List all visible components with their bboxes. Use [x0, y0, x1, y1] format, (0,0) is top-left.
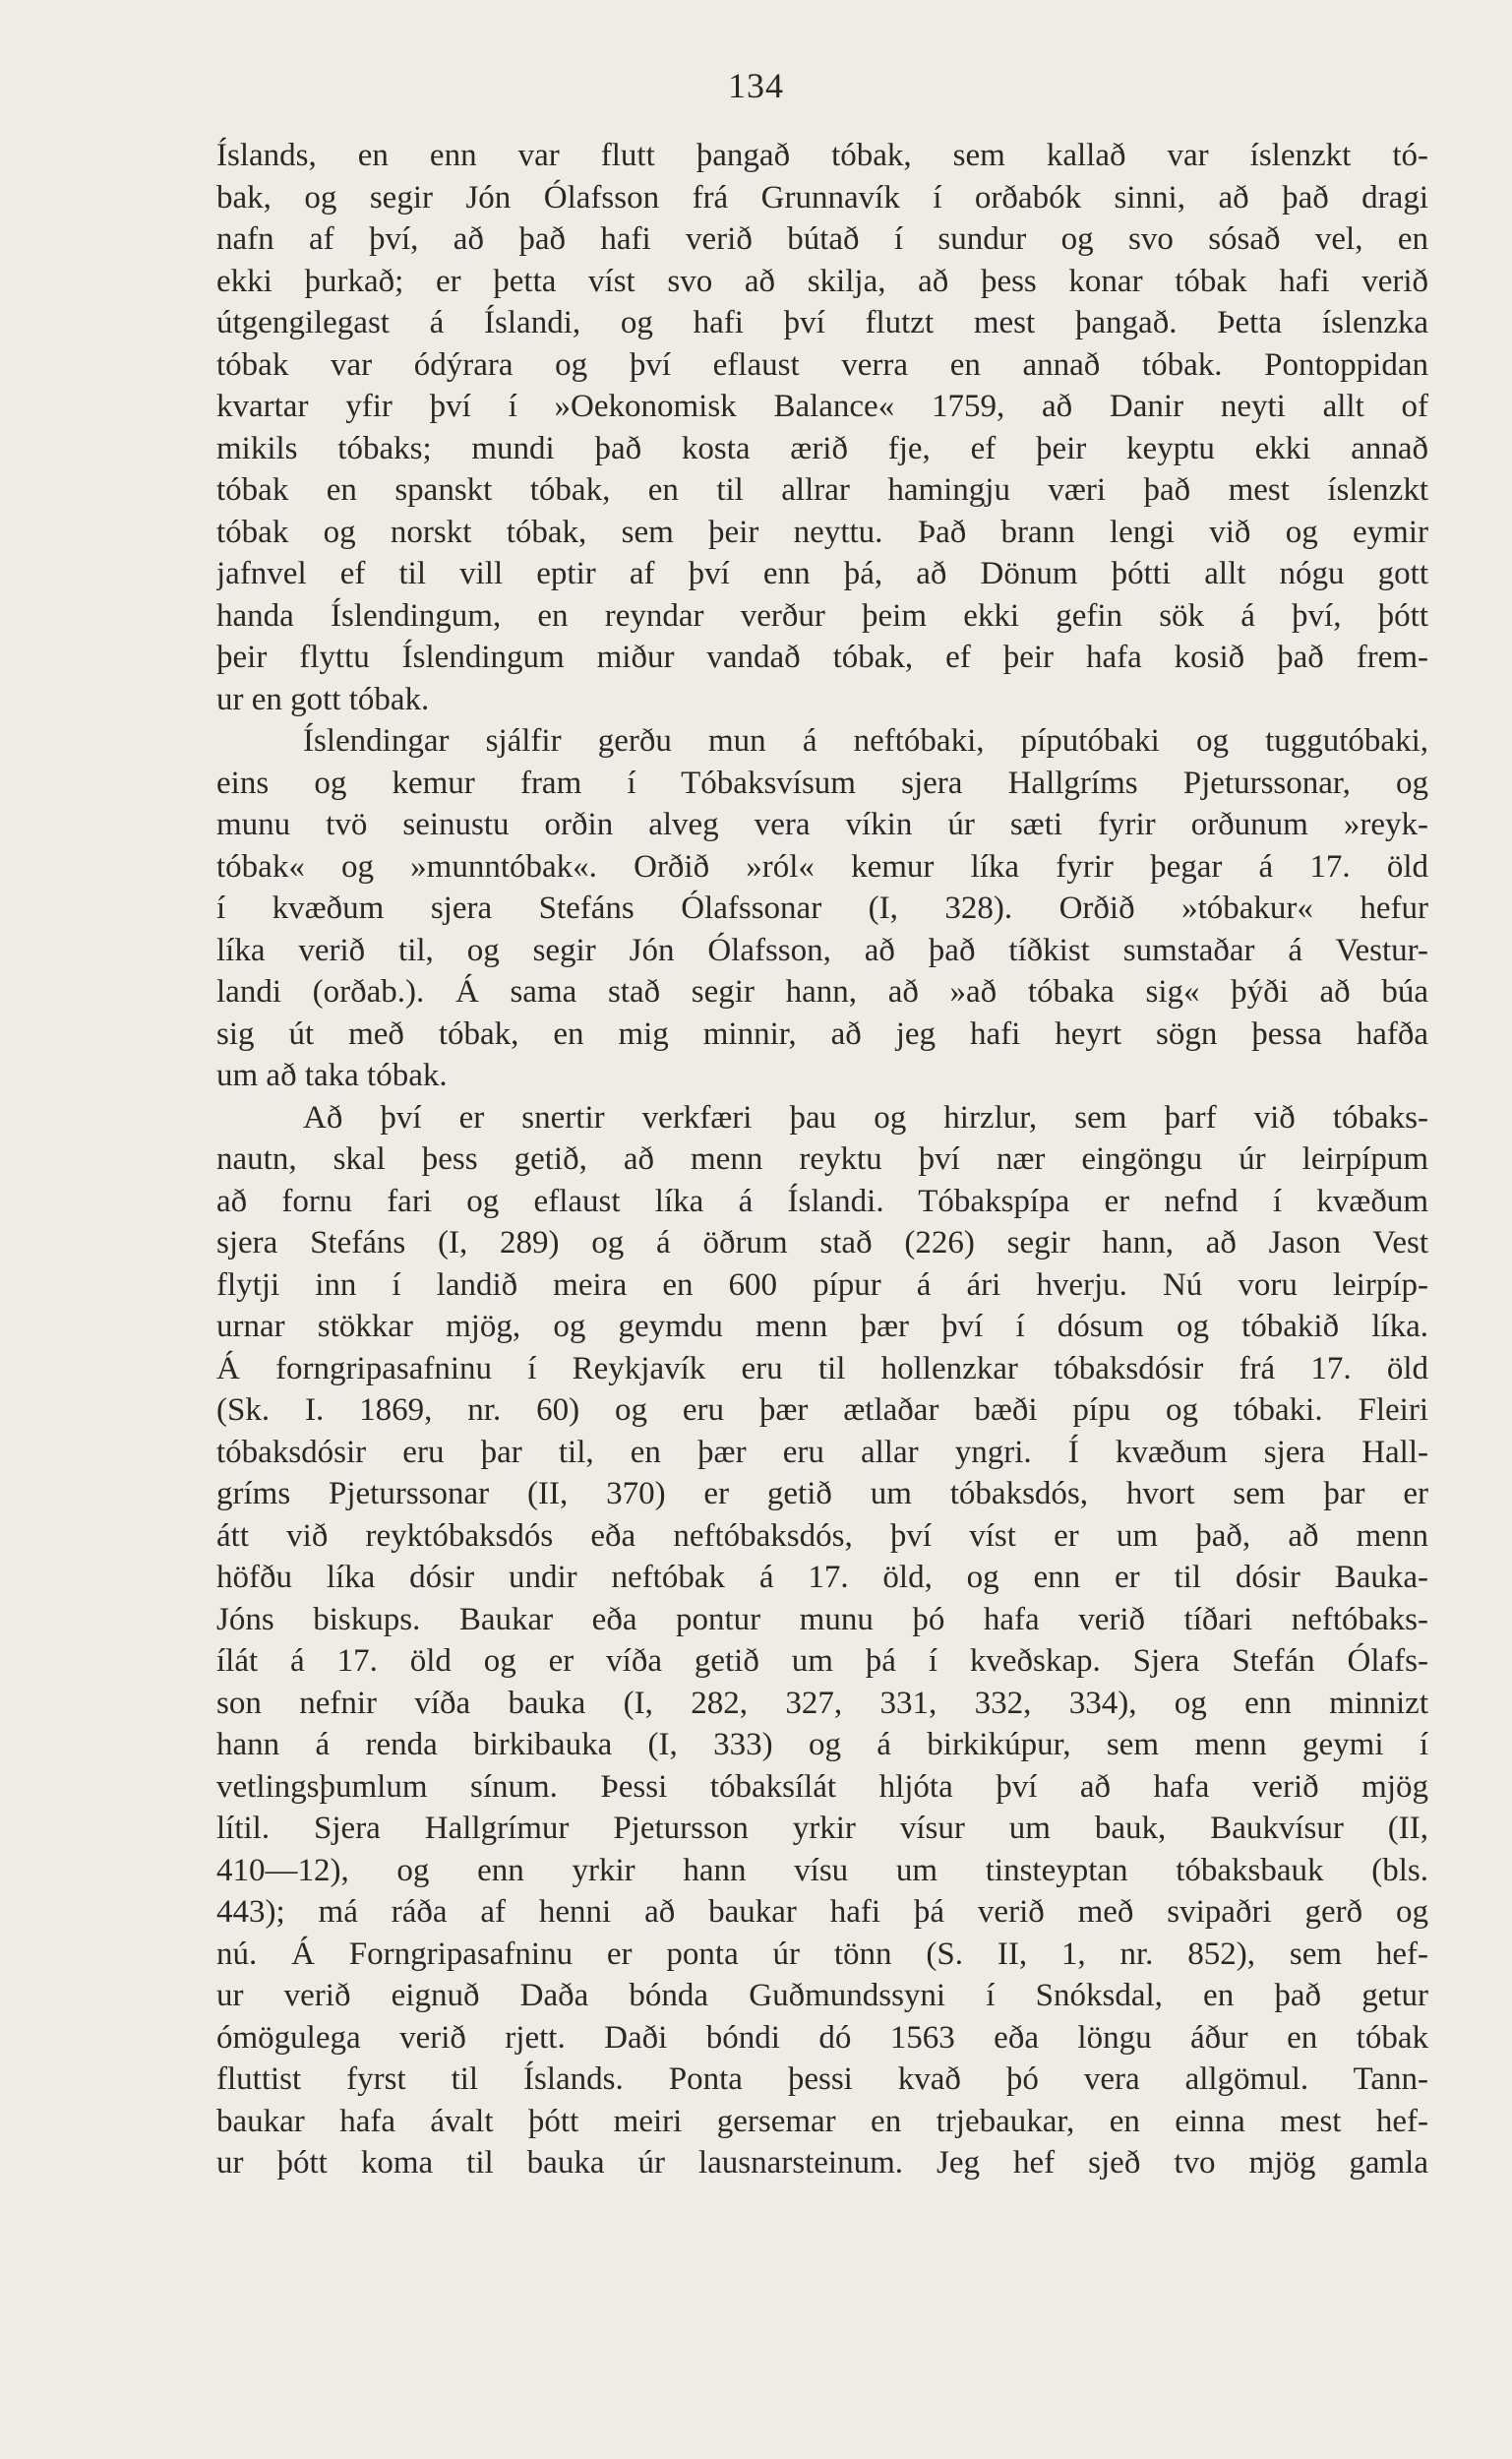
text-line: nafn af því, að það hafi verið bútað í sundur og svo sósað vel, en: [216, 221, 1428, 257]
text-line: nú. Á Forngripasafninu er ponta úr tönn (S. II, 1, nr. 852), sem hef-: [216, 1936, 1428, 1972]
text-line: ílát á 17. öld og er víða getið um þá í kveðskap. Sjera Stefán Ólafs-: [216, 1643, 1428, 1679]
text-line: bak, og segir Jón Ólafsson frá Grunnavík í orðabók sinni, að það dragi: [216, 179, 1428, 215]
text-line: eins og kemur fram í Tóbaksvísum sjera Hallgríms Pjeturssonar, og: [216, 765, 1428, 801]
text-line: ekki þurkað; er þetta víst svo að skilja, að þess konar tóbak hafi verið: [216, 263, 1428, 299]
text-line: ur verið eignuð Daða bónda Guðmundssyni í Snóksdal, en það getur: [216, 1978, 1428, 2013]
text-line: handa Íslendingum, en reyndar verður þeim ekki gefin sök á því, þótt: [216, 597, 1428, 634]
text-line: sjera Stefáns (I, 289) og á öðrum stað (226) segir hann, að Jason Vest: [216, 1225, 1428, 1260]
text-line: kvartar yfir því í »Oekonomisk Balance« 1759, að Danir neyti allt of: [216, 389, 1428, 424]
text-line: ur en gott tóbak.: [216, 681, 430, 717]
text-line: son nefnir víða bauka (I, 282, 327, 331, 332, 334), og enn minnizt: [216, 1685, 1428, 1721]
text-line: tóbak var ódýrara og því eflaust verra en annað tóbak. Pontoppidan: [216, 346, 1428, 383]
text-line: (Sk. I. 1869, nr. 60) og eru þær ætlaðar bæði pípu og tóbaki. Fleiri: [216, 1392, 1428, 1428]
text-line: Íslendingar sjálfir gerðu mun á neftóbaki, píputóbaki og tuggutóbaki,: [303, 723, 1428, 759]
text-line: lítil. Sjera Hallgrímur Pjetursson yrkir vísur um bauk, Baukvísur (II,: [216, 1811, 1428, 1846]
text-line: flytji inn í landið meira en 600 pípur á ári hverju. Nú voru leirpíp-: [216, 1266, 1428, 1303]
text-line: 410—12), og enn yrkir hann vísu um tinsteyptan tóbaksbauk (bls.: [216, 1852, 1428, 1888]
text-line: nautn, skal þess getið, að menn reyktu því nær eingöngu úr leirpípum: [216, 1141, 1428, 1177]
text-line: tóbak og norskt tóbak, sem þeir neyttu. Það brann lengi við og eymir: [216, 514, 1428, 550]
text-line: urnar stökkar mjög, og geymdu menn þær því í dósum og tóbakið líka.: [216, 1309, 1428, 1344]
body-text: [216, 135, 1428, 2184]
text-line: átt við reyktóbaksdós eða neftóbaksdós, því víst er um það, að menn: [216, 1517, 1428, 1554]
text-line: jafnvel ef til vill eptir af því enn þá, að Dönum þótti allt nógu gott: [216, 556, 1428, 591]
text-line: tóbak en spanskt tóbak, en til allrar hamingju væri það mest íslenzkt: [216, 472, 1428, 508]
text-line: útgengilegast á Íslandi, og hafi því flutzt mest þangað. Þetta íslenzka: [216, 305, 1428, 340]
text-line: landi (orðab.). Á sama stað segir hann, að »að tóbaka sig« þýði að búa: [216, 974, 1428, 1010]
text-line: í kvæðum sjera Stefáns Ólafssonar (I, 328). Orðið »tóbakur« hefur: [216, 891, 1428, 926]
text-line: Jóns biskups. Baukar eða pontur munu þó hafa verið tíðari neftóbaks-: [216, 1601, 1428, 1637]
text-line: um að taka tóbak.: [216, 1058, 448, 1093]
text-line: tóbaksdósir eru þar til, en þær eru allar yngri. Í kvæðum sjera Hall-: [216, 1434, 1428, 1470]
text-line: vetlingsþumlum sínum. Þessi tóbaksílát hljóta því að hafa verið mjög: [216, 1768, 1428, 1805]
page-number: 134: [728, 66, 784, 105]
text-line: 443); má ráða af henni að baukar hafi þá verið með svipaðri gerð og: [216, 1894, 1428, 1930]
text-line: að fornu fari og eflaust líka á Íslandi. Tóbakspípa er nefnd í kvæðum: [216, 1183, 1428, 1219]
text-line: fluttist fyrst til Íslands. Ponta þessi kvað þó vera allgömul. Tann-: [216, 2061, 1428, 2097]
text-line: mikils tóbaks; mundi það kosta ærið fje, ef þeir keyptu ekki annað: [216, 430, 1428, 466]
text-line: baukar hafa ávalt þótt meiri gersemar en trjebaukar, en einna mest hef-: [216, 2103, 1428, 2139]
text-line: Á forngripasafninu í Reykjavík eru til hollenzkar tóbaksdósir frá 17. öld: [216, 1350, 1428, 1386]
text-line: sig út með tóbak, en mig minnir, að jeg hafi heyrt sögn þessa hafða: [216, 1015, 1428, 1052]
text-line: munu tvö seinustu orðin alveg vera víkin úr sæti fyrir orðunum »reyk-: [216, 807, 1428, 842]
text-line: Íslands, en enn var flutt þangað tóbak, sem kallað var íslenzkt tó-: [216, 138, 1428, 173]
text-line: líka verið til, og segir Jón Ólafsson, að það tíðkist sumstaðar á Vestur-: [216, 932, 1428, 968]
text-line: tóbak« og »munntóbak«. Orðið »ról« kemur líka fyrir þegar á 17. öld: [216, 848, 1428, 885]
text-line: Að því er snertir verkfæri þau og hirzlur, sem þarf við tóbaks-: [303, 1099, 1428, 1136]
text-line: ur þótt koma til bauka úr lausnarsteinum. Jeg hef sjeð tvo mjög gamla: [216, 2145, 1428, 2181]
text-line: hann á renda birkibauka (I, 333) og á birkikúpur, sem menn geymi í: [216, 1727, 1428, 1762]
text-line: gríms Pjeturssonar (II, 370) er getið um tóbaksdós, hvort sem þar er: [216, 1476, 1428, 1511]
text-line: höfðu líka dósir undir neftóbak á 17. öld, og enn er til dósir Bauka-: [216, 1560, 1428, 1595]
text-line: ómögulega verið rjett. Daði bóndi dó 1563 eða löngu áður en tóbak: [216, 2019, 1428, 2056]
text-line: þeir flyttu Íslendingum miður vandað tóbak, ef þeir hafa kosið það frem-: [216, 640, 1428, 675]
